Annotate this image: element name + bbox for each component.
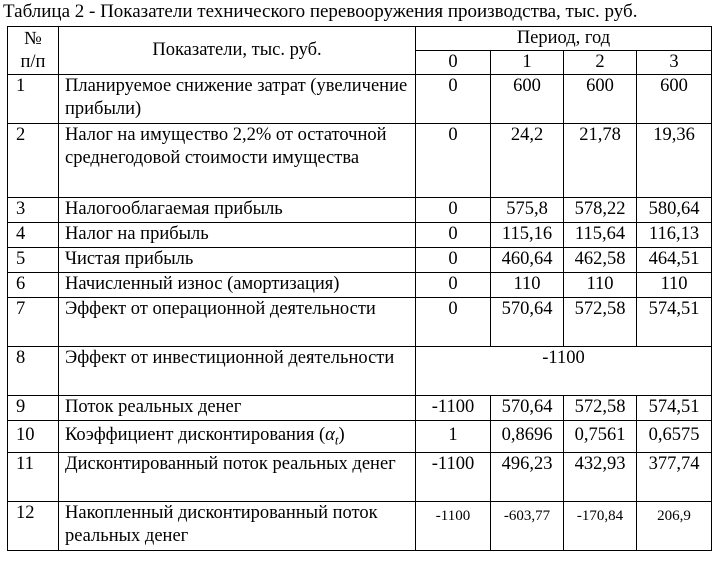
value-cell: 115,16 [491, 223, 564, 248]
period-header: Период, год [416, 27, 712, 51]
value-cell: 572,58 [564, 396, 637, 421]
row-number: 2 [8, 124, 59, 198]
table-row [8, 75, 712, 124]
table-row [8, 421, 712, 453]
row-label [59, 421, 416, 453]
value-cell: 0,6575 [637, 421, 712, 453]
value-cell: 432,93 [564, 453, 637, 502]
table-row [8, 223, 712, 248]
table-row [8, 273, 712, 298]
value-cell: 0 [416, 298, 491, 347]
row-label: Чистая прибыль [59, 248, 416, 273]
row-number: 5 [8, 248, 59, 273]
value-cell: -1100 [416, 502, 491, 551]
table-row [8, 198, 712, 223]
row-label-end: ) [338, 425, 345, 445]
value-cell: 570,64 [491, 396, 564, 421]
value-cell: 574,51 [637, 396, 712, 421]
row-number: 10 [8, 421, 59, 453]
row-label: Эффект от операционной деятельности [59, 298, 416, 347]
value-cell: 110 [564, 273, 637, 298]
num-header: № п/п [8, 27, 59, 75]
value-cell: 0 [416, 273, 491, 298]
value-cell: 462,58 [564, 248, 637, 273]
value-cell: 600 [491, 75, 564, 124]
row-number: 9 [8, 396, 59, 421]
value-cell: 574,51 [637, 298, 712, 347]
value-cell: 600 [564, 75, 637, 124]
value-cell: 578,22 [564, 198, 637, 223]
row-label: Планируемое снижение затрат (увеличение прибыли) [59, 75, 416, 124]
alpha-symbol: α [325, 425, 335, 445]
value-cell: 206,9 [637, 502, 712, 551]
value-cell: 570,64 [491, 298, 564, 347]
value-cell: -1100 [416, 453, 491, 502]
value-cell: 110 [637, 273, 712, 298]
merged-value-cell: -1100 [416, 347, 712, 396]
row-number: 7 [8, 298, 59, 347]
value-cell: 464,51 [637, 248, 712, 273]
row-label: Накопленный дисконтированный поток реальных денег [59, 502, 416, 551]
value-cell: 0 [416, 223, 491, 248]
alpha-subscript: t [334, 432, 339, 448]
period-1: 1 [491, 51, 564, 75]
value-cell: -603,77 [491, 502, 564, 551]
row-label-text: Коэффициент дисконтирования ( [65, 425, 326, 445]
name-header: Показатели, тыс. руб. [59, 27, 416, 75]
value-cell: 0 [416, 198, 491, 223]
period-0: 0 [416, 51, 491, 75]
value-cell: 0 [416, 124, 491, 198]
value-cell: 496,23 [491, 453, 564, 502]
value-cell: 600 [637, 75, 712, 124]
row-number: 3 [8, 198, 59, 223]
table-row [8, 248, 712, 273]
row-label: Эффект от инвестиционной деятельности [59, 347, 416, 396]
row-number: 1 [8, 75, 59, 124]
row-label: Налогооблагаемая прибыль [59, 198, 416, 223]
table-row [8, 453, 712, 502]
table-row [8, 124, 712, 198]
value-cell: 115,64 [564, 223, 637, 248]
value-cell: 19,36 [637, 124, 712, 198]
value-cell: 575,8 [491, 198, 564, 223]
row-number: 4 [8, 223, 59, 248]
value-cell: -1100 [416, 396, 491, 421]
value-cell: 0,8696 [491, 421, 564, 453]
value-cell: -170,84 [564, 502, 637, 551]
value-cell: 377,74 [637, 453, 712, 502]
value-cell: 24,2 [491, 124, 564, 198]
table-caption: Таблица 2 - Показатели технического перевооружения производства, тыс. руб. [3, 1, 638, 22]
table-row [8, 396, 712, 421]
value-cell: 110 [491, 273, 564, 298]
value-cell: 116,13 [637, 223, 712, 248]
row-label: Поток реальных денег [59, 396, 416, 421]
table-row [8, 298, 712, 347]
period-2: 2 [564, 51, 637, 75]
value-cell: 572,58 [564, 298, 637, 347]
value-cell: 0,7561 [564, 421, 637, 453]
row-label: Налог на имущество 2,2% от остаточной среднегодовой стоимости имущества [59, 124, 416, 198]
row-number: 12 [8, 502, 59, 551]
tech-reequipment-table [7, 26, 712, 551]
value-cell: 0 [416, 75, 491, 124]
row-number: 6 [8, 273, 59, 298]
value-cell: 0 [416, 248, 491, 273]
value-cell: 460,64 [491, 248, 564, 273]
row-label: Начисленный износ (амортизация) [59, 273, 416, 298]
row-label: Дисконтированный поток реальных денег [59, 453, 416, 502]
value-cell: 1 [416, 421, 491, 453]
table-row [8, 502, 712, 551]
value-cell: 580,64 [637, 198, 712, 223]
table-row [8, 347, 712, 396]
row-number: 8 [8, 347, 59, 396]
row-number: 11 [8, 453, 59, 502]
header-row-top [8, 27, 712, 51]
value-cell: 21,78 [564, 124, 637, 198]
row-label: Налог на прибыль [59, 223, 416, 248]
period-3: 3 [637, 51, 712, 75]
